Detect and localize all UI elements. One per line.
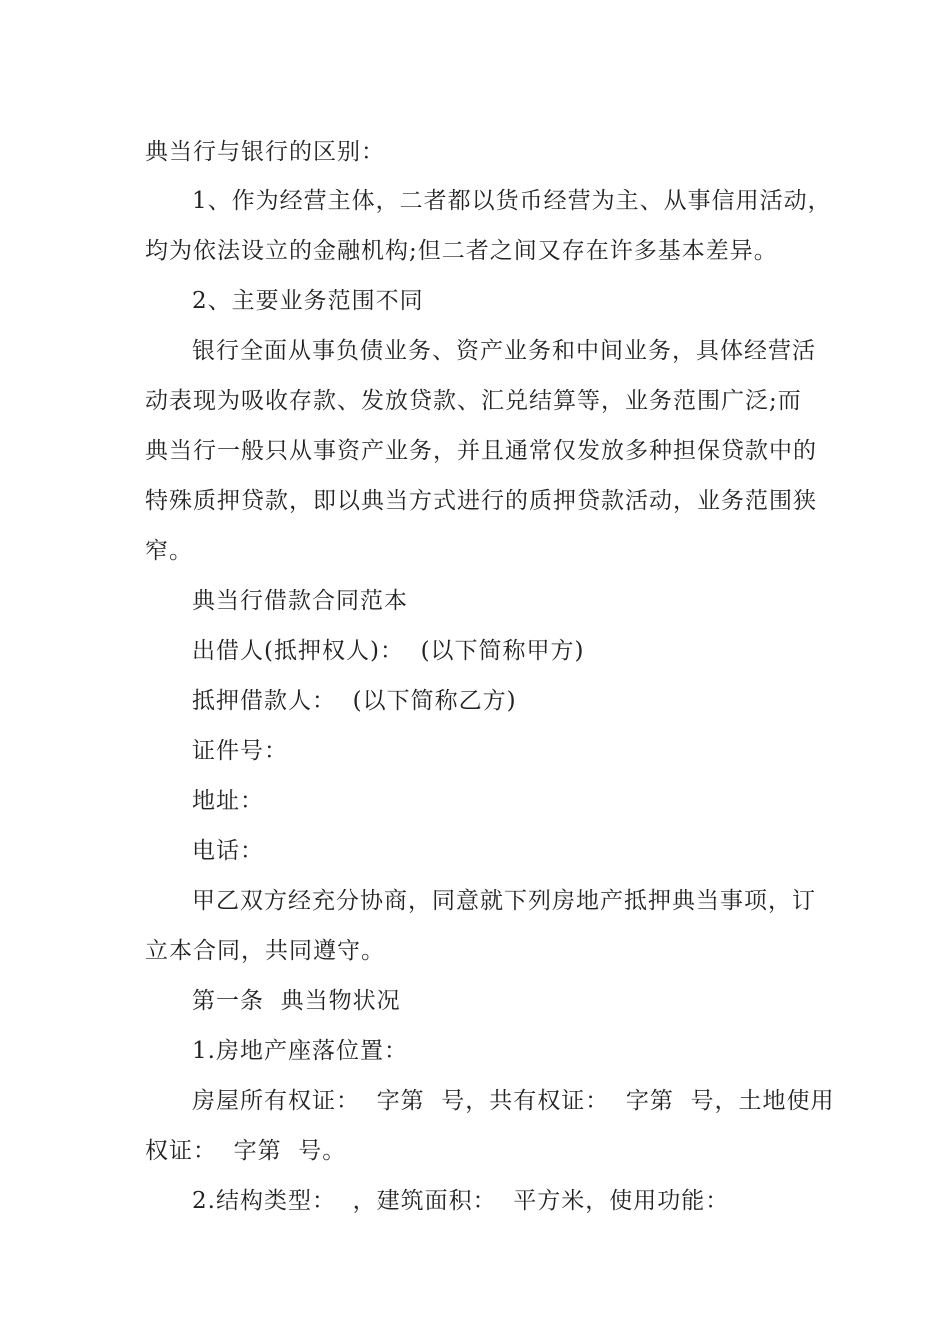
agreement-line-1: 甲乙双方经充分协商，同意就下列房地产抵押典当事项，订 (192, 888, 816, 914)
address-line: 地址： (192, 788, 264, 814)
paragraph-2: 2、主要业务范围不同 (192, 288, 424, 314)
item-1-location: 1.房地产座落位置： (192, 1038, 408, 1064)
paragraph-3-line-4: 特殊质押贷款，即以典当方式进行的质押贷款活动，业务范围狭 (145, 488, 817, 514)
paragraph-3-line-2: 动表现为吸收存款、发放贷款、汇兑结算等，业务范围广泛;而 (145, 388, 802, 414)
agreement-line-2: 立本合同，共同遵守。 (145, 938, 385, 964)
id-number-line: 证件号： (192, 738, 288, 764)
certificates-line-1: 房屋所有权证： 字第 号，共有权证： 字第 号，土地使用 (192, 1088, 835, 1114)
paragraph-3-line-5: 窄。 (145, 538, 193, 564)
paragraph-3-line-3: 典当行一般只从事资产业务，并且通常仅发放多种担保贷款中的 (145, 438, 817, 464)
item-2-structure: 2.结构类型： ，建筑面积： 平方米，使用功能： (192, 1188, 730, 1214)
paragraph-3-line-1: 银行全面从事负债业务、资产业务和中间业务，具体经营活 (192, 338, 816, 364)
phone-line: 电话： (192, 838, 264, 864)
certificates-line-2: 权证： 字第 号。 (145, 1138, 347, 1164)
paragraph-1-line-2: 均为依法设立的金融机构;但二者之间又存在许多基本差异。 (145, 238, 778, 264)
article-1-heading: 第一条 典当物状况 (192, 988, 401, 1014)
paragraph-1-line-1: 1、作为经营主体，二者都以货币经营为主、从事信用活动， (192, 188, 832, 214)
lender-line: 出借人(抵押权人)： (以下简称甲方) (192, 638, 585, 664)
borrower-line: 抵押借款人： (以下简称乙方) (192, 688, 517, 714)
document-heading: 典当行与银行的区别： (145, 139, 385, 165)
contract-title: 典当行借款合同范本 (192, 588, 408, 614)
